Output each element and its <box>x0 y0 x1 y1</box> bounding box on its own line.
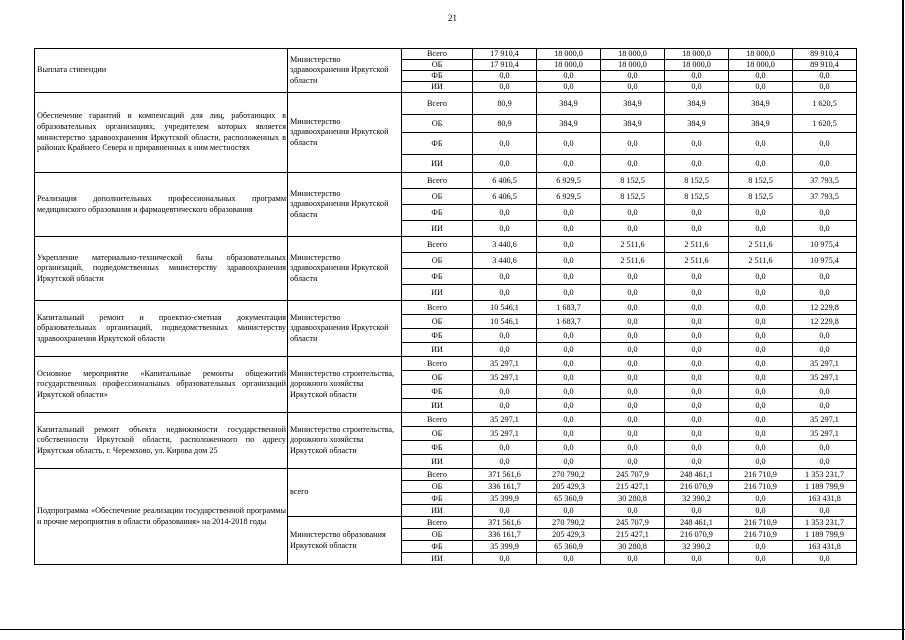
funding-source-cell: Всего <box>402 237 473 253</box>
amount-cell: 0,0 <box>665 357 729 371</box>
amount-cell: 8 152,5 <box>665 189 729 205</box>
table-row <box>35 357 857 371</box>
amount-cell: 0,0 <box>473 269 537 285</box>
amount-cell: 0,0 <box>601 205 665 221</box>
amount-cell: 0,0 <box>473 205 537 221</box>
amount-cell: 35 399,9 <box>473 541 537 553</box>
amount-cell: 0,0 <box>729 441 793 455</box>
amount-cell: 0,0 <box>473 455 537 469</box>
amount-cell: 2 511,6 <box>601 253 665 269</box>
amount-cell: 10 546,1 <box>473 301 537 315</box>
amount-cell: 270 790,2 <box>537 469 601 481</box>
amount-cell: 0,0 <box>601 371 665 385</box>
amount-cell: 1 189 799,9 <box>793 529 857 541</box>
funding-source-cell: ФБ <box>402 493 473 505</box>
amount-cell: 0,0 <box>665 343 729 357</box>
amount-cell: 0,0 <box>601 221 665 237</box>
amount-cell: 8 152,5 <box>601 173 665 189</box>
amount-cell: 65 360,9 <box>537 541 601 553</box>
amount-cell: 8 152,5 <box>729 173 793 189</box>
amount-cell: 336 161,7 <box>473 481 537 493</box>
table-row <box>35 49 857 60</box>
amount-cell: 205 429,3 <box>537 529 601 541</box>
amount-cell: 35 297,1 <box>793 427 857 441</box>
funding-source-cell: ФБ <box>402 133 473 155</box>
amount-cell: 65 360,9 <box>537 493 601 505</box>
amount-cell: 371 561,6 <box>473 469 537 481</box>
executor-cell: Министерство здравоохранения Иркутской области <box>288 93 402 173</box>
amount-cell: 0,0 <box>601 505 665 517</box>
amount-cell: 0,0 <box>729 329 793 343</box>
amount-cell: 216 710,9 <box>729 469 793 481</box>
amount-cell: 0,0 <box>601 553 665 565</box>
amount-cell: 0,0 <box>537 399 601 413</box>
amount-cell: 18 000,0 <box>601 49 665 60</box>
amount-cell: 371 561,6 <box>473 517 537 529</box>
amount-cell: 0,0 <box>537 253 601 269</box>
amount-cell: 0,0 <box>729 427 793 441</box>
amount-cell: 0,0 <box>473 285 537 301</box>
amount-cell: 248 461,1 <box>665 517 729 529</box>
amount-cell: 0,0 <box>729 269 793 285</box>
amount-cell: 0,0 <box>601 82 665 93</box>
amount-cell: 1 620,5 <box>793 93 857 115</box>
amount-cell: 0,0 <box>729 301 793 315</box>
amount-cell: 35 297,1 <box>473 413 537 427</box>
amount-cell: 89 910,4 <box>793 49 857 60</box>
amount-cell: 0,0 <box>665 269 729 285</box>
funding-source-cell: ИИ <box>402 399 473 413</box>
funding-source-cell: ИИ <box>402 221 473 237</box>
amount-cell: 216 710,9 <box>729 517 793 529</box>
amount-cell: 0,0 <box>601 71 665 82</box>
amount-cell: 1 620,5 <box>793 115 857 133</box>
amount-cell: 0,0 <box>601 315 665 329</box>
amount-cell: 0,0 <box>793 399 857 413</box>
funding-source-cell: Всего <box>402 93 473 115</box>
amount-cell: 35 297,1 <box>473 357 537 371</box>
amount-cell: 0,0 <box>793 155 857 173</box>
amount-cell: 0,0 <box>793 553 857 565</box>
amount-cell: 0,0 <box>729 493 793 505</box>
amount-cell: 0,0 <box>793 82 857 93</box>
amount-cell: 0,0 <box>729 413 793 427</box>
amount-cell: 0,0 <box>729 285 793 301</box>
funding-source-cell: ОБ <box>402 427 473 441</box>
amount-cell: 89 910,4 <box>793 60 857 71</box>
amount-cell: 18 000,0 <box>729 60 793 71</box>
amount-cell: 0,0 <box>793 205 857 221</box>
executor-cell: Министерство строительства, дорожного хозяйства Иркутской области <box>288 357 402 413</box>
amount-cell: 8 152,5 <box>601 189 665 205</box>
amount-cell: 0,0 <box>793 455 857 469</box>
amount-cell: 0,0 <box>665 301 729 315</box>
amount-cell: 384,9 <box>665 93 729 115</box>
funding-source-cell: ИИ <box>402 505 473 517</box>
amount-cell: 35 399,9 <box>473 493 537 505</box>
funding-source-cell: ИИ <box>402 82 473 93</box>
funding-source-cell: ИИ <box>402 155 473 173</box>
amount-cell: 10 975,4 <box>793 253 857 269</box>
amount-cell: 0,0 <box>601 285 665 301</box>
amount-cell: 18 000,0 <box>537 60 601 71</box>
funding-source-cell: Всего <box>402 357 473 371</box>
amount-cell: 0,0 <box>665 71 729 82</box>
amount-cell: 1 683,7 <box>537 315 601 329</box>
amount-cell: 2 511,6 <box>729 253 793 269</box>
amount-cell: 0,0 <box>473 385 537 399</box>
amount-cell: 0,0 <box>665 221 729 237</box>
funding-source-cell: ФБ <box>402 329 473 343</box>
amount-cell: 0,0 <box>537 82 601 93</box>
amount-cell: 0,0 <box>473 133 537 155</box>
funding-source-cell: ОБ <box>402 189 473 205</box>
amount-cell: 0,0 <box>473 399 537 413</box>
amount-cell: 0,0 <box>601 455 665 469</box>
amount-cell: 37 793,5 <box>793 189 857 205</box>
amount-cell: 0,0 <box>665 133 729 155</box>
funding-source-cell: Всего <box>402 517 473 529</box>
amount-cell: 0,0 <box>601 343 665 357</box>
amount-cell: 0,0 <box>793 71 857 82</box>
amount-cell: 0,0 <box>665 455 729 469</box>
amount-cell: 1 189 799,9 <box>793 481 857 493</box>
amount-cell: 384,9 <box>729 93 793 115</box>
amount-cell: 0,0 <box>537 505 601 517</box>
amount-cell: 0,0 <box>665 205 729 221</box>
event-name-cell: Выплата стипендии <box>35 49 288 93</box>
funding-source-cell: Всего <box>402 49 473 60</box>
amount-cell: 0,0 <box>729 315 793 329</box>
amount-cell: 37 793,5 <box>793 173 857 189</box>
funding-source-cell: ФБ <box>402 441 473 455</box>
event-name-cell: Основное мероприятие «Капитальные ремонты общежитий государственных профессиональных образовательных организаций Иркутской области» <box>35 357 288 413</box>
amount-cell: 205 429,3 <box>537 481 601 493</box>
amount-cell: 384,9 <box>665 115 729 133</box>
amount-cell: 0,0 <box>729 357 793 371</box>
amount-cell: 18 000,0 <box>537 49 601 60</box>
table-row <box>35 173 857 189</box>
amount-cell: 163 431,8 <box>793 493 857 505</box>
amount-cell: 0,0 <box>537 427 601 441</box>
funding-source-cell: ФБ <box>402 541 473 553</box>
scan-bottom-border <box>0 629 905 630</box>
amount-cell: 0,0 <box>729 71 793 82</box>
amount-cell: 384,9 <box>601 115 665 133</box>
amount-cell: 30 280,8 <box>601 493 665 505</box>
amount-cell: 8 152,5 <box>729 189 793 205</box>
funding-source-cell: Всего <box>402 173 473 189</box>
amount-cell: 0,0 <box>665 553 729 565</box>
amount-cell: 35 297,1 <box>793 371 857 385</box>
amount-cell: 0,0 <box>537 205 601 221</box>
amount-cell: 35 297,1 <box>473 371 537 385</box>
scan-right-border <box>902 0 904 640</box>
amount-cell: 35 297,1 <box>473 427 537 441</box>
amount-cell: 17 910,4 <box>473 60 537 71</box>
amount-cell: 0,0 <box>793 329 857 343</box>
funding-source-cell: ИИ <box>402 455 473 469</box>
amount-cell: 0,0 <box>601 269 665 285</box>
amount-cell: 0,0 <box>793 133 857 155</box>
amount-cell: 0,0 <box>665 82 729 93</box>
amount-cell: 0,0 <box>473 82 537 93</box>
amount-cell: 80,9 <box>473 115 537 133</box>
amount-cell: 0,0 <box>601 301 665 315</box>
subprogram-name-cell: Подпрограмма «Обеспечение реализации государственной программы и прочие мероприятия в области образования» на 2014-2018 годы <box>35 469 288 565</box>
amount-cell: 0,0 <box>665 427 729 441</box>
amount-cell: 0,0 <box>793 269 857 285</box>
amount-cell: 80,9 <box>473 93 537 115</box>
amount-cell: 0,0 <box>601 399 665 413</box>
event-name-cell: Реализация дополнительных профессиональных программ медицинского образования и фармацевтического образования <box>35 173 288 237</box>
amount-cell: 0,0 <box>665 285 729 301</box>
financing-table <box>34 48 857 565</box>
event-name-cell: Обеспечение гарантий и компенсаций для лиц, работающих в образовательных организациях, учредителем которых является министерство здравоохранения Иркутской области, расположенных в районах Крайнего Севера и приравненных к ним местностях <box>35 93 288 173</box>
amount-cell: 384,9 <box>537 115 601 133</box>
table-row <box>35 93 857 115</box>
amount-cell: 216 070,9 <box>665 481 729 493</box>
amount-cell: 0,0 <box>729 343 793 357</box>
funding-source-cell: ИИ <box>402 285 473 301</box>
amount-cell: 0,0 <box>793 221 857 237</box>
amount-cell: 0,0 <box>537 329 601 343</box>
funding-source-cell: ФБ <box>402 385 473 399</box>
amount-cell: 0,0 <box>665 155 729 173</box>
amount-cell: 0,0 <box>473 329 537 343</box>
amount-cell: 248 461,1 <box>665 469 729 481</box>
amount-cell: 6 929,5 <box>537 173 601 189</box>
amount-cell: 2 511,6 <box>665 237 729 253</box>
executor-cell: Министерство здравоохранения Иркутской области <box>288 49 402 93</box>
amount-cell: 0,0 <box>537 155 601 173</box>
funding-source-cell: ОБ <box>402 371 473 385</box>
amount-cell: 1 683,7 <box>537 301 601 315</box>
amount-cell: 0,0 <box>729 82 793 93</box>
amount-cell: 0,0 <box>729 505 793 517</box>
amount-cell: 1 353 231,7 <box>793 469 857 481</box>
amount-cell: 18 000,0 <box>665 49 729 60</box>
funding-source-cell: ФБ <box>402 269 473 285</box>
table-row <box>35 301 857 315</box>
amount-cell: 0,0 <box>729 205 793 221</box>
amount-cell: 0,0 <box>665 371 729 385</box>
amount-cell: 0,0 <box>601 427 665 441</box>
amount-cell: 0,0 <box>537 343 601 357</box>
amount-cell: 0,0 <box>537 357 601 371</box>
amount-cell: 0,0 <box>793 343 857 357</box>
amount-cell: 12 229,8 <box>793 315 857 329</box>
amount-cell: 0,0 <box>793 285 857 301</box>
amount-cell: 0,0 <box>473 553 537 565</box>
amount-cell: 0,0 <box>729 455 793 469</box>
funding-source-cell: ОБ <box>402 253 473 269</box>
amount-cell: 0,0 <box>537 221 601 237</box>
amount-cell: 1 353 231,7 <box>793 517 857 529</box>
amount-cell: 0,0 <box>665 315 729 329</box>
amount-cell: 0,0 <box>665 505 729 517</box>
amount-cell: 0,0 <box>665 385 729 399</box>
funding-source-cell: ФБ <box>402 205 473 221</box>
funding-source-cell: ОБ <box>402 529 473 541</box>
amount-cell: 0,0 <box>537 237 601 253</box>
amount-cell: 0,0 <box>473 71 537 82</box>
amount-cell: 0,0 <box>729 399 793 413</box>
amount-cell: 0,0 <box>665 329 729 343</box>
amount-cell: 216 710,9 <box>729 529 793 541</box>
amount-cell: 0,0 <box>601 329 665 343</box>
amount-cell: 215 427,1 <box>601 481 665 493</box>
amount-cell: 0,0 <box>793 505 857 517</box>
amount-cell: 0,0 <box>793 385 857 399</box>
amount-cell: 17 910,4 <box>473 49 537 60</box>
amount-cell: 2 511,6 <box>601 237 665 253</box>
page-number: 21 <box>448 13 457 23</box>
funding-source-cell: ОБ <box>402 115 473 133</box>
amount-cell: 0,0 <box>601 133 665 155</box>
amount-cell: 32 390,2 <box>665 541 729 553</box>
amount-cell: 0,0 <box>537 413 601 427</box>
amount-cell: 0,0 <box>473 155 537 173</box>
table-row <box>35 413 857 427</box>
funding-source-cell: ИИ <box>402 553 473 565</box>
amount-cell: 3 440,6 <box>473 237 537 253</box>
funding-source-cell: ОБ <box>402 315 473 329</box>
amount-cell: 0,0 <box>537 71 601 82</box>
amount-cell: 0,0 <box>729 133 793 155</box>
amount-cell: 0,0 <box>473 505 537 517</box>
amount-cell: 0,0 <box>537 269 601 285</box>
amount-cell: 18 000,0 <box>729 49 793 60</box>
amount-cell: 0,0 <box>793 441 857 455</box>
funding-source-cell: ОБ <box>402 481 473 493</box>
amount-cell: 384,9 <box>601 93 665 115</box>
amount-cell: 0,0 <box>537 385 601 399</box>
amount-cell: 2 511,6 <box>665 253 729 269</box>
amount-cell: 163 431,8 <box>793 541 857 553</box>
amount-cell: 0,0 <box>601 413 665 427</box>
amount-cell: 2 511,6 <box>729 237 793 253</box>
amount-cell: 384,9 <box>537 93 601 115</box>
amount-cell: 216 070,9 <box>665 529 729 541</box>
executor-cell: всего <box>288 469 402 517</box>
amount-cell: 0,0 <box>665 413 729 427</box>
amount-cell: 0,0 <box>473 343 537 357</box>
amount-cell: 0,0 <box>729 385 793 399</box>
amount-cell: 216 710,9 <box>729 481 793 493</box>
funding-source-cell: Всего <box>402 413 473 427</box>
amount-cell: 336 161,7 <box>473 529 537 541</box>
amount-cell: 0,0 <box>665 441 729 455</box>
funding-source-cell: ФБ <box>402 71 473 82</box>
amount-cell: 32 390,2 <box>665 493 729 505</box>
amount-cell: 3 440,6 <box>473 253 537 269</box>
table-body <box>35 49 857 565</box>
amount-cell: 0,0 <box>601 385 665 399</box>
amount-cell: 0,0 <box>729 221 793 237</box>
amount-cell: 0,0 <box>729 155 793 173</box>
amount-cell: 245 707,9 <box>601 469 665 481</box>
funding-source-cell: ИИ <box>402 343 473 357</box>
amount-cell: 0,0 <box>601 357 665 371</box>
amount-cell: 6 406,5 <box>473 189 537 205</box>
executor-cell: Министерство здравоохранения Иркутской области <box>288 301 402 357</box>
amount-cell: 0,0 <box>729 553 793 565</box>
amount-cell: 18 000,0 <box>601 60 665 71</box>
event-name-cell: Капитальный ремонт и проектно-сметная документация образовательных организаций, подведомственных министерству здравоохранения Иркутской области <box>35 301 288 357</box>
executor-cell: Министерство строительства, дорожного хозяйства Иркутской области <box>288 413 402 469</box>
amount-cell: 18 000,0 <box>665 60 729 71</box>
table-row <box>35 237 857 253</box>
event-name-cell: Укрепление материально-технической базы образовательных организаций, подведомственных министерству здравоохранения Иркутской области <box>35 237 288 301</box>
executor-cell: Министерство здравоохранения Иркутской области <box>288 173 402 237</box>
executor-cell: Министерство здравоохранения Иркутской области <box>288 237 402 301</box>
funding-source-cell: Всего <box>402 301 473 315</box>
amount-cell: 35 297,1 <box>793 413 857 427</box>
amount-cell: 10 546,1 <box>473 315 537 329</box>
amount-cell: 384,9 <box>729 115 793 133</box>
amount-cell: 0,0 <box>537 455 601 469</box>
amount-cell: 0,0 <box>729 541 793 553</box>
funding-source-cell: ОБ <box>402 60 473 71</box>
amount-cell: 0,0 <box>601 441 665 455</box>
amount-cell: 10 975,4 <box>793 237 857 253</box>
funding-source-cell: Всего <box>402 469 473 481</box>
table-row <box>35 469 857 481</box>
amount-cell: 0,0 <box>729 371 793 385</box>
amount-cell: 0,0 <box>537 133 601 155</box>
amount-cell: 0,0 <box>473 221 537 237</box>
amount-cell: 0,0 <box>537 285 601 301</box>
event-name-cell: Капитальный ремонт объекта недвижимости государственной собственности Иркутской области, расположенного по адресу Иркутская область, г. Черемхово, ул. Кирова дом 25 <box>35 413 288 469</box>
amount-cell: 0,0 <box>473 441 537 455</box>
amount-cell: 0,0 <box>537 441 601 455</box>
amount-cell: 0,0 <box>601 155 665 173</box>
executor-cell: Министерство образования Иркутской области <box>288 517 402 565</box>
amount-cell: 12 229,8 <box>793 301 857 315</box>
amount-cell: 270 790,2 <box>537 517 601 529</box>
amount-cell: 215 427,1 <box>601 529 665 541</box>
amount-cell: 6 929,5 <box>537 189 601 205</box>
amount-cell: 0,0 <box>537 371 601 385</box>
amount-cell: 30 280,8 <box>601 541 665 553</box>
amount-cell: 6 406,5 <box>473 173 537 189</box>
amount-cell: 0,0 <box>537 553 601 565</box>
amount-cell: 0,0 <box>665 399 729 413</box>
amount-cell: 8 152,5 <box>665 173 729 189</box>
amount-cell: 35 297,1 <box>793 357 857 371</box>
amount-cell: 245 707,9 <box>601 517 665 529</box>
